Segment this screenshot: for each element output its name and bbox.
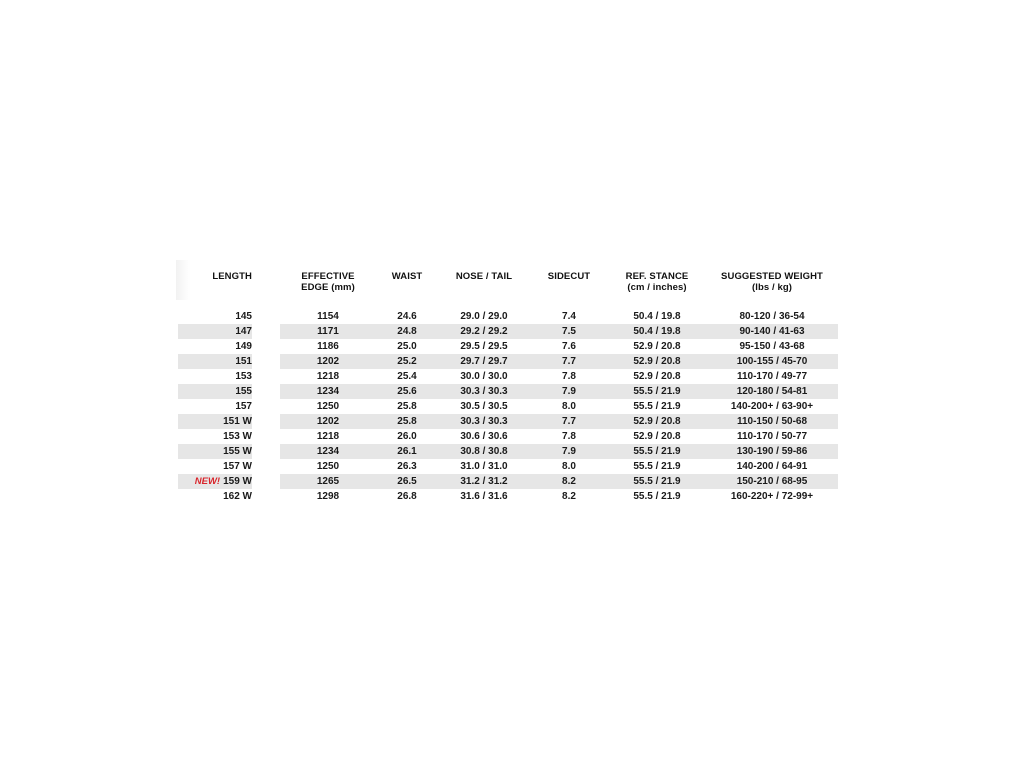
cell-waist: 26.1	[376, 444, 438, 459]
cell-nose-tail: 31.0 / 31.0	[460, 461, 508, 472]
cell-length	[178, 324, 252, 339]
cell-waist: 25.6	[376, 384, 438, 399]
cell-ref-stance: 52.9 / 20.8	[633, 431, 681, 442]
cell-suggested-weight: 90-140 / 41-63	[706, 324, 838, 339]
cell-effective-edge: 1234	[280, 384, 376, 399]
cell-nose-tail: 31.2 / 31.2	[438, 474, 530, 489]
cell-waist: 26.3	[397, 461, 417, 472]
cell-waist: 25.2	[376, 354, 438, 369]
cell-sidecut: 7.5	[530, 324, 608, 339]
cell-effective-edge: 1234	[280, 444, 376, 459]
length-value: 149	[235, 341, 252, 352]
cell-ref-stance: 55.5 / 21.9	[608, 474, 706, 489]
cell-length	[178, 474, 252, 489]
table-row	[178, 444, 838, 459]
cell-gap	[252, 309, 280, 324]
cell-sidecut: 8.2	[530, 474, 608, 489]
cell-ref-stance: 55.5 / 21.9	[608, 444, 706, 459]
cell-gap	[252, 369, 280, 384]
cell-effective-edge: 1186	[317, 341, 339, 352]
cell-suggested-weight: 120-180 / 54-81	[706, 384, 838, 399]
cell-length	[178, 399, 252, 414]
length-value: 159 W	[223, 476, 252, 487]
column-header-waist: WAIST	[391, 271, 423, 282]
cell-waist: 26.5	[376, 474, 438, 489]
cell-suggested-weight: 100-155 / 45-70	[706, 354, 838, 369]
cell-nose-tail: 31.6 / 31.6	[460, 491, 508, 502]
cell-waist: 25.4	[397, 371, 417, 382]
cell-gap	[252, 399, 280, 414]
column-header-length: LENGTH	[212, 271, 252, 282]
cell-suggested-weight: 160-220+ / 72-99+	[730, 491, 814, 502]
cell-sidecut: 8.0	[562, 401, 576, 412]
cell-length	[178, 459, 252, 474]
cell-length	[178, 489, 252, 504]
column-header-suggested-weight: SUGGESTED WEIGHT (lbs / kg)	[721, 271, 823, 293]
cell-gap	[252, 384, 280, 399]
cell-suggested-weight: 110-170 / 49-77	[736, 371, 808, 382]
cell-suggested-weight: 110-150 / 50-68	[706, 414, 838, 429]
cell-suggested-weight: 130-190 / 59-86	[706, 444, 838, 459]
cell-effective-edge: 1171	[280, 324, 376, 339]
table-row	[178, 399, 838, 414]
length-value: 147	[235, 326, 252, 337]
cell-ref-stance: 55.5 / 21.9	[633, 401, 681, 412]
cell-sidecut: 7.4	[562, 311, 576, 322]
column-header-sidecut: SIDECUT	[547, 271, 591, 282]
cell-ref-stance: 55.5 / 21.9	[608, 384, 706, 399]
cell-effective-edge: 1202	[280, 354, 376, 369]
spec-sheet	[178, 262, 838, 504]
length-value: 153 W	[223, 431, 252, 442]
cell-suggested-weight: 150-210 / 68-95	[706, 474, 838, 489]
cell-sidecut: 7.6	[562, 341, 576, 352]
cell-nose-tail: 30.8 / 30.8	[438, 444, 530, 459]
cell-waist: 24.8	[376, 324, 438, 339]
cell-waist: 25.8	[397, 401, 417, 412]
cell-nose-tail: 30.0 / 30.0	[460, 371, 508, 382]
table-row	[178, 474, 838, 489]
cell-suggested-weight: 140-200+ / 63-90+	[730, 401, 814, 412]
cell-sidecut: 7.8	[562, 371, 576, 382]
cell-gap	[252, 324, 280, 339]
cell-nose-tail: 29.7 / 29.7	[438, 354, 530, 369]
length-value: 153	[235, 371, 252, 382]
cell-suggested-weight: 140-200 / 64-91	[736, 461, 808, 472]
cell-length	[178, 309, 252, 324]
cell-nose-tail: 30.3 / 30.3	[438, 384, 530, 399]
length-value: 162 W	[223, 491, 252, 502]
cell-ref-stance: 50.4 / 19.8	[633, 311, 681, 322]
table-body	[178, 309, 838, 504]
cell-gap	[252, 429, 280, 444]
cell-waist: 26.8	[397, 491, 417, 502]
table-row	[178, 339, 838, 354]
table-row	[178, 309, 838, 324]
table-row	[178, 459, 838, 474]
cell-nose-tail: 29.2 / 29.2	[438, 324, 530, 339]
cell-gap	[252, 339, 280, 354]
cell-length	[178, 384, 252, 399]
cell-ref-stance: 52.9 / 20.8	[633, 341, 681, 352]
cell-length	[178, 429, 252, 444]
cell-nose-tail: 30.3 / 30.3	[438, 414, 530, 429]
cell-length	[178, 339, 252, 354]
cell-sidecut: 8.2	[562, 491, 576, 502]
cell-gap	[252, 444, 280, 459]
cell-ref-stance: 52.9 / 20.8	[608, 354, 706, 369]
cell-ref-stance: 55.5 / 21.9	[633, 491, 681, 502]
cell-nose-tail: 29.0 / 29.0	[460, 311, 508, 322]
cell-effective-edge: 1250	[316, 461, 340, 472]
cell-gap	[252, 459, 280, 474]
length-value: 151	[235, 356, 252, 367]
cell-ref-stance: 52.9 / 20.8	[633, 371, 681, 382]
header-row	[178, 262, 838, 309]
cell-effective-edge: 1250	[316, 401, 340, 412]
cell-sidecut: 8.0	[562, 461, 576, 472]
table-row	[178, 369, 838, 384]
new-badge: NEW!	[194, 476, 221, 487]
cell-gap	[252, 489, 280, 504]
length-value: 155	[235, 386, 252, 397]
cell-effective-edge: 1202	[280, 414, 376, 429]
cell-waist: 26.0	[397, 431, 417, 442]
cell-length	[178, 444, 252, 459]
cell-waist: 25.0	[397, 341, 417, 352]
table-row	[178, 414, 838, 429]
cell-suggested-weight: 110-170 / 50-77	[736, 431, 808, 442]
header-spacer	[252, 262, 280, 309]
cell-length	[178, 354, 252, 369]
table-row	[178, 489, 838, 504]
cell-waist: 24.6	[397, 311, 417, 322]
length-value: 157 W	[223, 461, 252, 472]
table-row	[178, 354, 838, 369]
table-row	[178, 324, 838, 339]
cell-suggested-weight: 95-150 / 43-68	[739, 341, 805, 352]
length-value: 145	[235, 311, 252, 322]
cell-nose-tail: 30.5 / 30.5	[460, 401, 508, 412]
cell-sidecut: 7.7	[530, 414, 608, 429]
cell-effective-edge: 1218	[316, 371, 340, 382]
cell-sidecut: 7.9	[530, 384, 608, 399]
cell-ref-stance: 50.4 / 19.8	[608, 324, 706, 339]
cell-nose-tail: 29.5 / 29.5	[460, 341, 508, 352]
cell-length	[178, 414, 252, 429]
cell-sidecut: 7.8	[562, 431, 576, 442]
length-value: 157	[235, 401, 252, 412]
column-header-ref-stance: REF. STANCE (cm / inches)	[625, 271, 689, 293]
cell-ref-stance: 55.5 / 21.9	[633, 461, 681, 472]
cell-gap	[252, 354, 280, 369]
table-row	[178, 384, 838, 399]
cell-effective-edge: 1218	[316, 431, 340, 442]
specifications-table	[178, 262, 838, 504]
cell-effective-edge: 1154	[317, 311, 339, 322]
length-value: 155 W	[223, 446, 252, 457]
length-value: 151 W	[223, 416, 252, 427]
cell-effective-edge: 1265	[280, 474, 376, 489]
cell-sidecut: 7.9	[530, 444, 608, 459]
cell-ref-stance: 52.9 / 20.8	[608, 414, 706, 429]
cell-waist: 25.8	[376, 414, 438, 429]
column-header-effective-edge: EFFECTIVE EDGE (mm)	[301, 271, 355, 293]
table-row	[178, 429, 838, 444]
cell-sidecut: 7.7	[530, 354, 608, 369]
cell-gap	[252, 474, 280, 489]
cell-gap	[252, 414, 280, 429]
cell-effective-edge: 1298	[316, 491, 340, 502]
cell-nose-tail: 30.6 / 30.6	[460, 431, 508, 442]
cell-length	[178, 369, 252, 384]
cell-suggested-weight: 80-120 / 36-54	[739, 311, 805, 322]
column-header-nose-tail: NOSE / TAIL	[455, 271, 513, 282]
